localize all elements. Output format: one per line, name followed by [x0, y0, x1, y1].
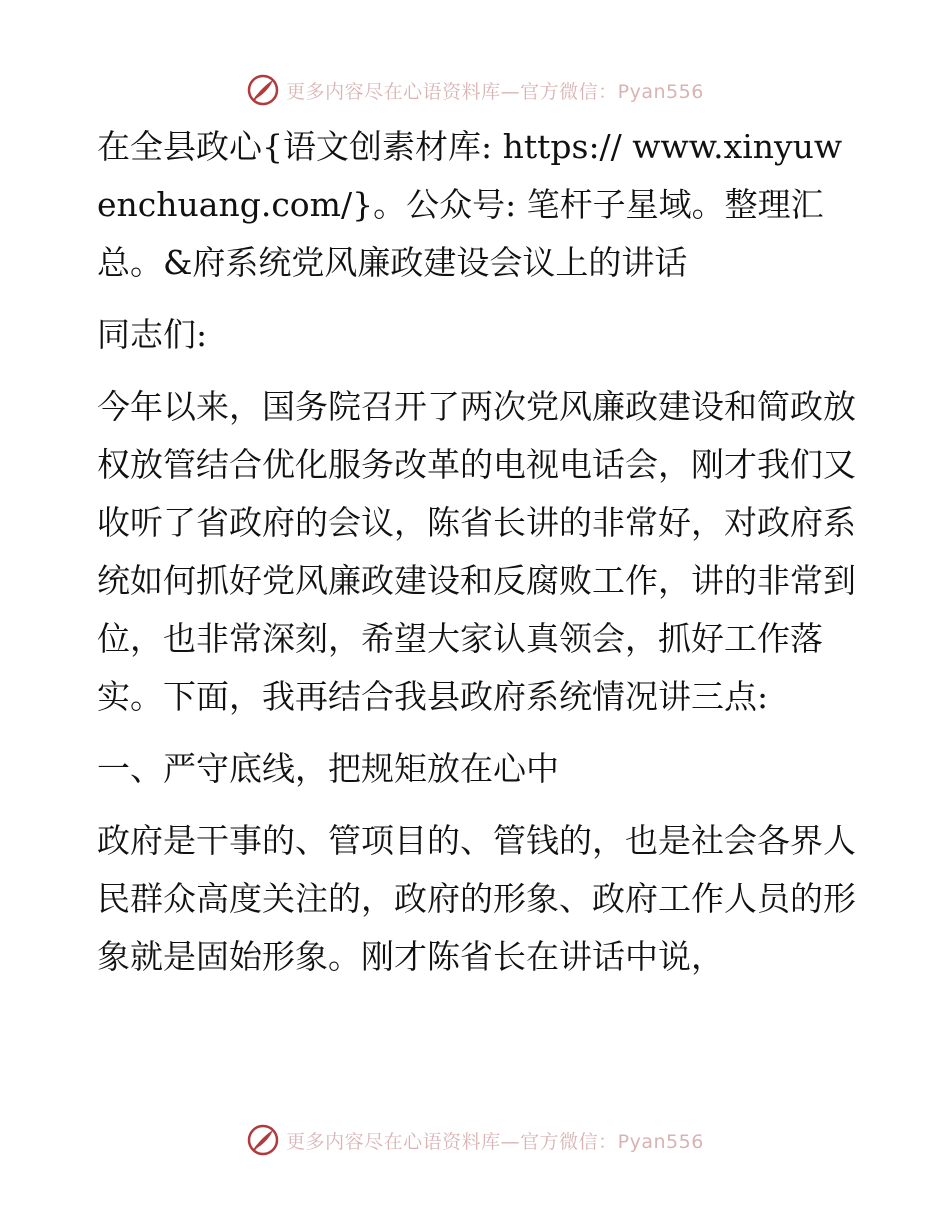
footer-watermark: [0, 1120, 950, 1160]
section-heading: 一、严守底线，把规矩放在心中: [97, 749, 559, 788]
document-title-paragraph: 在全县政心{语文创素材库: https:// www.xinyuwenchuang.com/}。公众号: 笔杆子星域。整理汇总。&府系统党风廉政建设会议上的讲话: [97, 127, 843, 282]
watermark-text: 更多内容尽在心语资料库—官方微信：Pyan556: [286, 80, 704, 103]
body-paragraph: 政府是干事的、管项目的、管钱的，也是社会各界人民群众高度关注的，政府的形象、政府工作人员的形象就是固始形象。刚才陈省长在讲话中说，: [97, 821, 856, 976]
salutation-paragraph: 同志们:: [97, 315, 208, 354]
quill-logo-icon: [246, 1123, 280, 1157]
quill-logo-icon: [246, 73, 280, 107]
header-watermark: [0, 70, 950, 110]
watermark-text: 更多内容尽在心语资料库—官方微信：Pyan556: [286, 1130, 704, 1153]
body-paragraph: 今年以来，国务院召开了两次党风廉政建设和简政放权放管结合优化服务改革的电视电话会，刚才我们又收听了省政府的会议，陈省长讲的非常好，对政府系统如何抓好党风廉政建设和反腐败工作，讲的非常到位，也非常深刻，希望大家认真领会，抓好工作落实。下面，我再结合我县政府系统情况讲三点:: [97, 387, 856, 716]
document-body: [97, 118, 857, 1000]
